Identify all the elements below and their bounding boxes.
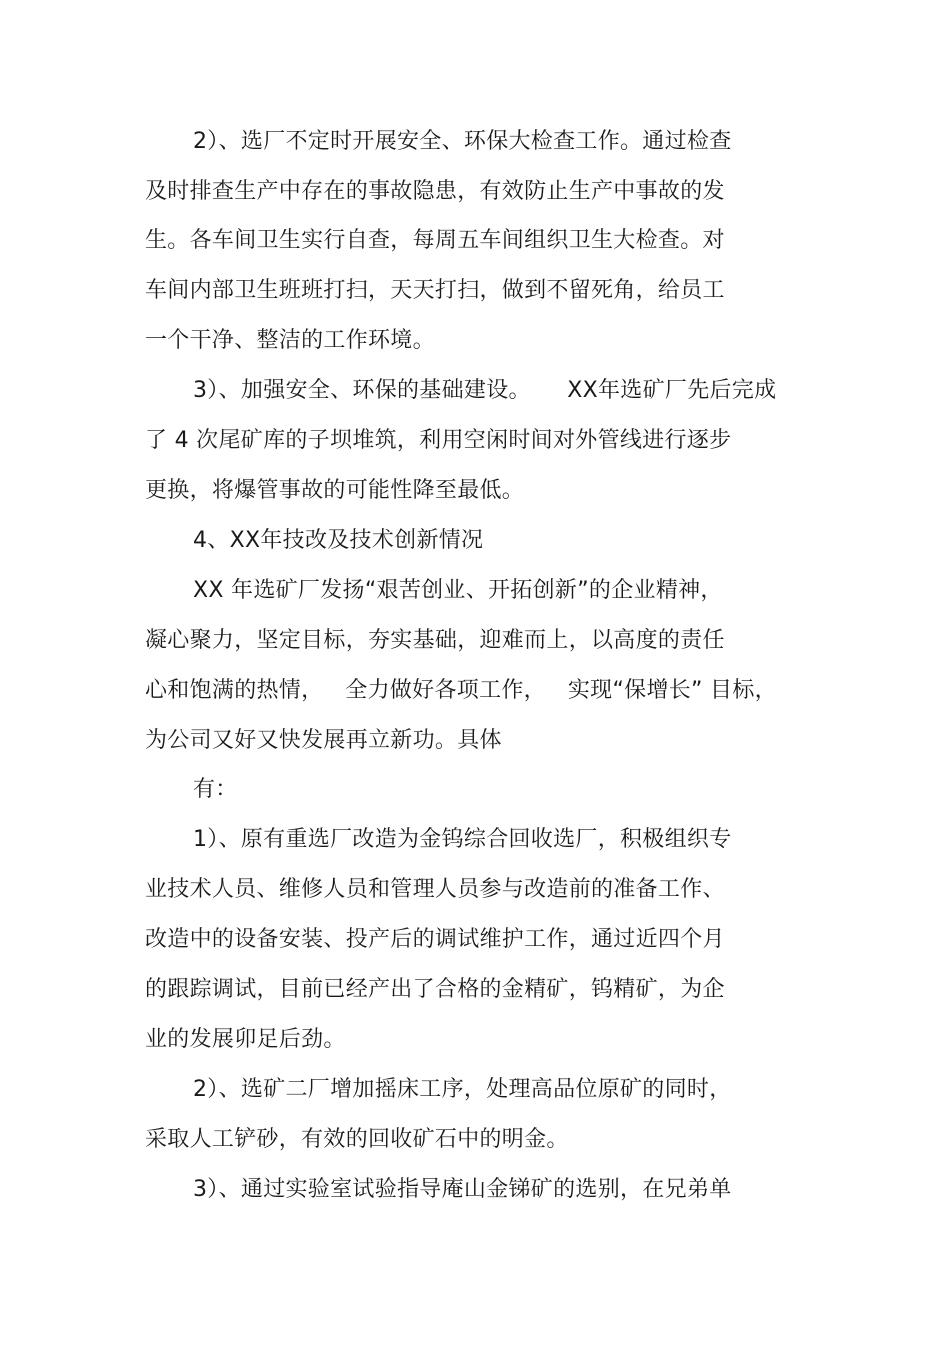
paragraph-line: 2）、选矿二厂增加摇床工序，处理高品位原矿的同时，: [193, 1077, 732, 1102]
paragraph-line: 了 4 次尾矿库的子坝堆筑，利用空闲时间对外管线进行逐步: [145, 428, 732, 453]
paragraph-line: 生。各车间卫生实行自查，每周五车间组织卫生大检查。对: [145, 228, 725, 253]
paragraph-line: 有：: [193, 777, 238, 802]
paragraph-line: XX 年选矿厂发扬“艰苦创业、开拓创新”的企业精神，: [193, 578, 723, 603]
paragraph-line: 1）、原有重选厂改造为金钨综合回收选厂，积极组织专: [193, 827, 732, 852]
paragraph-line: 业技术人员、维修人员和管理人员参与改造前的准备工作、: [145, 877, 725, 902]
paragraph-line: 3）、通过实验室试验指导庵山金锑矿的选别，在兄弟单: [193, 1177, 732, 1202]
paragraph-line: 及时排查生产中存在的事故隐患，有效防止生产中事故的发: [145, 179, 725, 204]
paragraph-line: 为公司又好又快发展再立新功。具体: [145, 728, 502, 753]
paragraph-line: 采取人工铲砂，有效的回收矿石中的明金。: [145, 1127, 569, 1152]
paragraph-line: 凝心聚力，坚定目标，夯实基础，迎难而上，以高度的责任: [145, 628, 725, 653]
paragraph-line: 改造中的设备安装、投产后的调试维护工作，通过近四个月: [145, 927, 725, 952]
section-heading: 4、XX年技改及技术创新情况: [193, 528, 484, 553]
paragraph-line: 更换，将爆管事故的可能性降至最低。: [145, 478, 525, 503]
paragraph-line: 心和饱满的热情， 全力做好各项工作， 实现“保增长” 目标，: [145, 678, 777, 703]
paragraph-line: 车间内部卫生班班打扫，天天打扫，做到不留死角，给员工: [145, 278, 725, 303]
paragraph-line: 2）、选厂不定时开展安全、环保大检查工作。通过检查: [193, 129, 732, 154]
paragraph-line: 3）、加强安全、环保的基础建设。 XX年选矿厂先后完成: [193, 378, 777, 403]
paragraph-line: 的跟踪调试，目前已经产出了合格的金精矿，钨精矿，为企: [145, 977, 725, 1002]
paragraph-line: 一个干净、整洁的工作环境。: [145, 328, 435, 353]
paragraph-line: 业的发展卯足后劲。: [145, 1027, 346, 1052]
